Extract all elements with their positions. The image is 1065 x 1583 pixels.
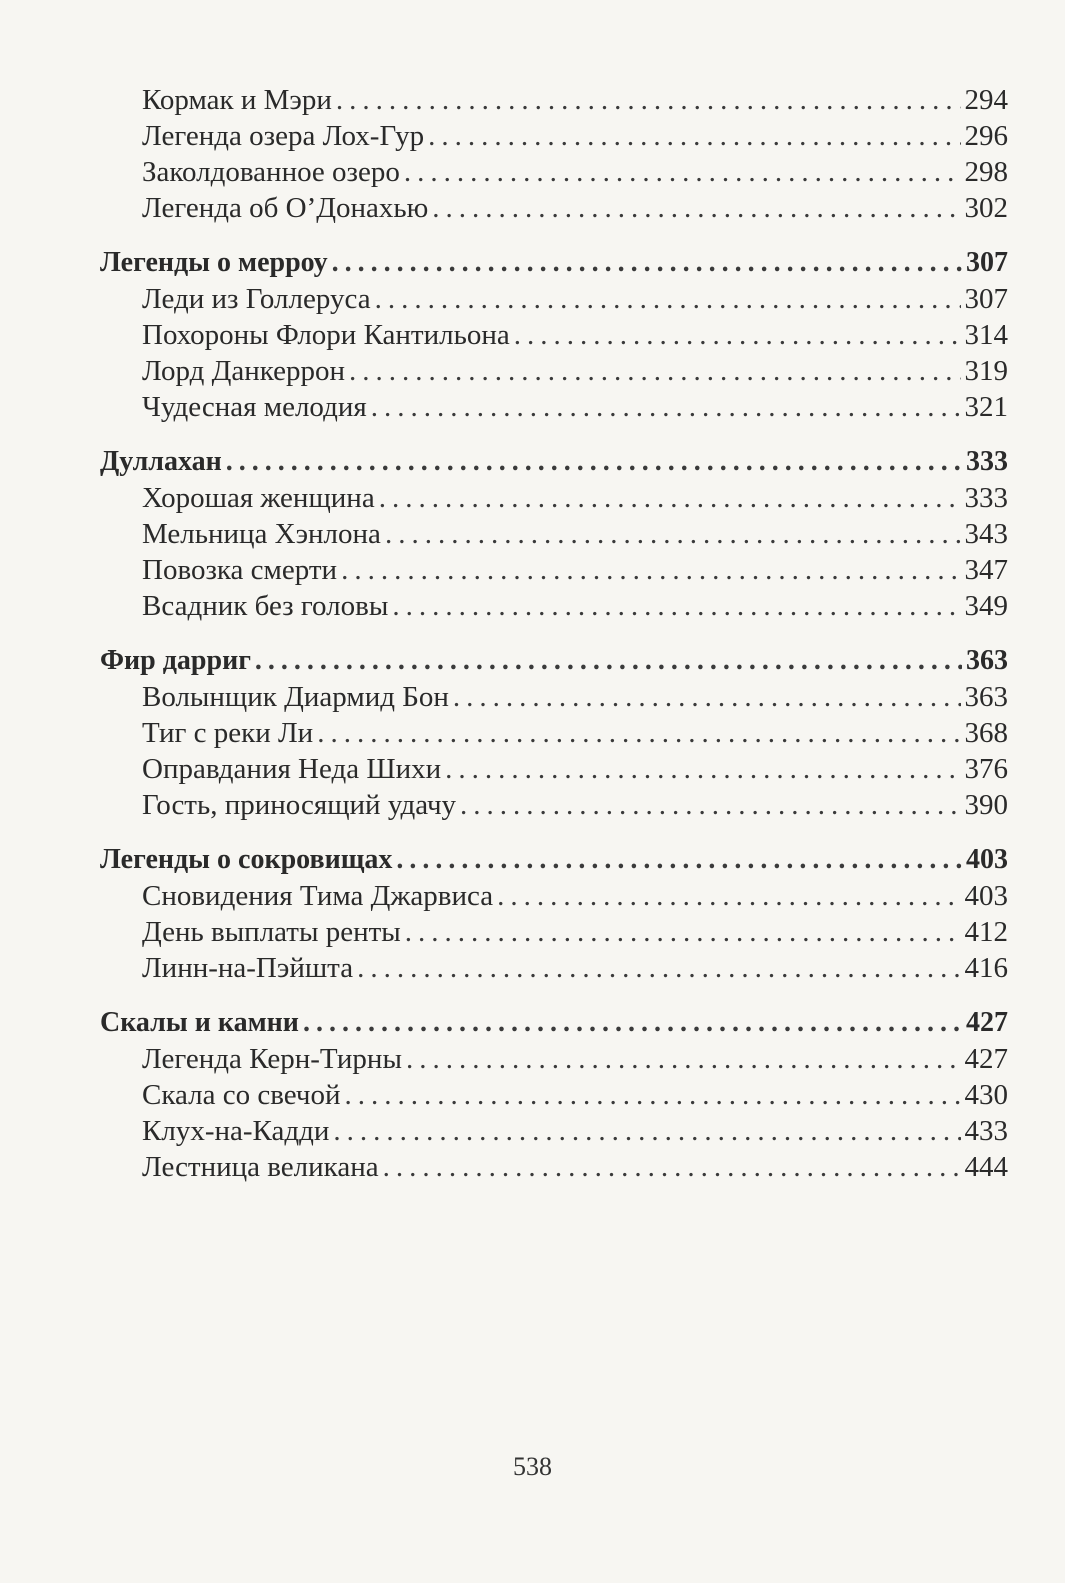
dot-leader bbox=[371, 389, 961, 425]
toc-entry-page: 302 bbox=[964, 192, 1008, 224]
toc-entry bbox=[100, 715, 1008, 751]
toc-entry-title: Скала со свечой bbox=[142, 1079, 341, 1111]
dot-leader bbox=[317, 715, 960, 751]
toc-entry-title: Кормак и Мэри bbox=[142, 84, 332, 116]
dot-leader bbox=[226, 444, 962, 480]
toc-entry-page: 296 bbox=[964, 120, 1008, 152]
toc-entry bbox=[100, 82, 1008, 118]
dot-leader bbox=[392, 588, 960, 624]
toc-entry bbox=[100, 1149, 1008, 1185]
toc-entry bbox=[100, 480, 1008, 516]
toc-section-heading bbox=[100, 245, 1008, 281]
dot-leader bbox=[303, 1005, 962, 1041]
dot-leader bbox=[445, 751, 960, 787]
toc-entry bbox=[100, 317, 1008, 353]
toc-entry-title: Лорд Данкеррон bbox=[142, 355, 345, 387]
toc-entry bbox=[100, 588, 1008, 624]
toc-entry-title: Легенда Керн-Тирны bbox=[142, 1043, 402, 1075]
toc-entry-page: 376 bbox=[964, 753, 1008, 785]
toc-entry-page: 333 bbox=[966, 446, 1008, 477]
toc-entry bbox=[100, 914, 1008, 950]
toc-entry bbox=[100, 552, 1008, 588]
dot-leader bbox=[344, 1077, 960, 1113]
dot-leader bbox=[336, 82, 961, 118]
toc-section-heading bbox=[100, 842, 1008, 878]
toc-entry bbox=[100, 389, 1008, 425]
toc-entry-title: Гость, приносящий удачу bbox=[142, 789, 457, 821]
toc-entry bbox=[100, 516, 1008, 552]
toc-entry-title: Чудесная мелодия bbox=[142, 391, 367, 423]
dot-leader bbox=[255, 643, 962, 679]
toc-entry bbox=[100, 751, 1008, 787]
toc-section-heading bbox=[100, 643, 1008, 679]
toc-entry-page: 363 bbox=[966, 645, 1008, 676]
toc-entry-title: Всадник без головы bbox=[142, 590, 389, 622]
toc-entry-page: 319 bbox=[964, 355, 1008, 387]
dot-leader bbox=[405, 914, 961, 950]
toc-entry-title: День выплаты ренты bbox=[142, 916, 401, 948]
toc-entry-title: Сновидения Тима Джарвиса bbox=[142, 880, 494, 912]
toc-entry-page: 403 bbox=[964, 880, 1008, 912]
toc-entry-page: 321 bbox=[964, 391, 1008, 423]
toc-entry-page: 333 bbox=[964, 482, 1008, 514]
toc-entry-page: 349 bbox=[964, 590, 1008, 622]
toc-entry-page: 347 bbox=[964, 554, 1008, 586]
toc-entry-page: 430 bbox=[964, 1079, 1008, 1111]
toc-entry-page: 403 bbox=[966, 844, 1008, 875]
toc-entry-title: Тиг с реки Ли bbox=[142, 717, 314, 749]
toc-entry-page: 314 bbox=[964, 319, 1008, 351]
toc-entry-page: 427 bbox=[966, 1007, 1008, 1038]
toc-entry-title: Повозка смерти bbox=[142, 554, 338, 586]
toc-entry bbox=[100, 1113, 1008, 1149]
dot-leader bbox=[432, 190, 960, 226]
toc-entry-page: 298 bbox=[964, 156, 1008, 188]
dot-leader bbox=[460, 787, 960, 823]
dot-leader bbox=[375, 281, 961, 317]
dot-leader bbox=[453, 679, 961, 715]
toc-entry bbox=[100, 878, 1008, 914]
toc-entry-title: Дуллахан bbox=[100, 446, 222, 477]
dot-leader bbox=[514, 317, 961, 353]
toc-entry-title: Линн-на-Пэйшта bbox=[142, 952, 354, 984]
toc-entry-title: Легенды о мерроу bbox=[100, 247, 328, 278]
dot-leader bbox=[383, 1149, 961, 1185]
dot-leader bbox=[385, 516, 961, 552]
toc-section-heading bbox=[100, 1005, 1008, 1041]
toc-entry-title: Фир дарриг bbox=[100, 645, 251, 676]
toc-entry-page: 307 bbox=[966, 247, 1008, 278]
dot-leader bbox=[404, 154, 961, 190]
toc-entry bbox=[100, 353, 1008, 389]
dot-leader bbox=[406, 1041, 961, 1077]
toc-entry-page: 427 bbox=[964, 1043, 1008, 1075]
toc-entry-title: Легенда об О’Донахью bbox=[142, 192, 429, 224]
toc-entry-title: Заколдованное озеро bbox=[142, 156, 400, 188]
toc-entry-title: Леди из Голлеруса bbox=[142, 283, 371, 315]
toc-entry bbox=[100, 118, 1008, 154]
toc-entry-title: Похороны Флори Кантильона bbox=[142, 319, 510, 351]
toc-entry-page: 307 bbox=[964, 283, 1008, 315]
toc-entry-title: Клух-на-Кадди bbox=[142, 1115, 330, 1147]
toc-entry-title: Легенды о сокровищах bbox=[100, 844, 393, 875]
dot-leader bbox=[497, 878, 960, 914]
toc-entry-page: 363 bbox=[964, 681, 1008, 713]
toc-entry bbox=[100, 1041, 1008, 1077]
toc-entry-title: Волынщик Диармид Бон bbox=[142, 681, 449, 713]
toc-entry bbox=[100, 190, 1008, 226]
toc-entry-page: 343 bbox=[964, 518, 1008, 550]
toc-entry-title: Скалы и камни bbox=[100, 1007, 299, 1038]
toc-entry bbox=[100, 787, 1008, 823]
toc-entry bbox=[100, 1077, 1008, 1113]
toc-entry-page: 294 bbox=[964, 84, 1008, 116]
toc-entry-title: Лестница великана bbox=[142, 1151, 379, 1183]
toc-entry-title: Легенда озера Лох-Гур bbox=[142, 120, 425, 152]
dot-leader bbox=[333, 1113, 960, 1149]
toc-entry bbox=[100, 154, 1008, 190]
toc-entry-page: 433 bbox=[964, 1115, 1008, 1147]
toc-entry-page: 444 bbox=[964, 1151, 1008, 1183]
toc-entry-page: 412 bbox=[964, 916, 1008, 948]
dot-leader bbox=[349, 353, 961, 389]
dot-leader bbox=[357, 950, 960, 986]
toc-entry bbox=[100, 950, 1008, 986]
dot-leader bbox=[379, 480, 961, 516]
toc-entry-title: Мельница Хэнлона bbox=[142, 518, 381, 550]
toc-entry-page: 416 bbox=[964, 952, 1008, 984]
dot-leader bbox=[428, 118, 960, 154]
dot-leader bbox=[332, 245, 962, 281]
toc-entry-page: 368 bbox=[964, 717, 1008, 749]
toc-entry bbox=[100, 679, 1008, 715]
dot-leader bbox=[341, 552, 960, 588]
toc-entry-title: Хорошая женщина bbox=[142, 482, 375, 514]
table-of-contents bbox=[100, 82, 1008, 1185]
toc-entry bbox=[100, 281, 1008, 317]
toc-section-heading bbox=[100, 444, 1008, 480]
toc-entry-page: 390 bbox=[964, 789, 1008, 821]
page-number: 538 bbox=[513, 1452, 552, 1481]
dot-leader bbox=[396, 842, 962, 878]
toc-entry-title: Оправдания Неда Шихи bbox=[142, 753, 442, 785]
